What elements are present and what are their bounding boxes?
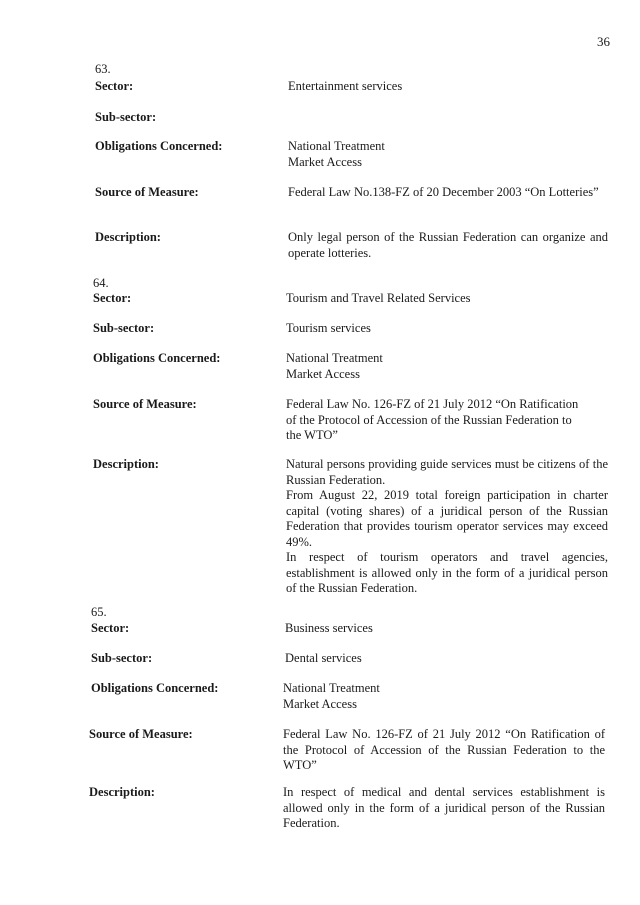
description-label: Description: xyxy=(93,457,159,471)
description-paragraph: From August 22, 2019 total foreign participation in charter capital (voting shares) of a juridical person of the Russian Federation that provides tourism operator services may exceed 49%. xyxy=(286,488,608,549)
sector-label: Sector: xyxy=(95,79,134,93)
sector-value: Entertainment services xyxy=(288,79,403,93)
description-value: Only legal person of the Russian Federation can organize and operate lotteries. xyxy=(288,230,608,260)
sector-value: Tourism and Travel Related Services xyxy=(286,291,471,305)
subsector-value: Tourism services xyxy=(286,321,371,335)
source-value: Federal Law No. 126-FZ of 21 July 2012 “On Ratification of the Protocol of Accession of the Russian Federation to the WTO” xyxy=(283,727,605,772)
obligation-item: Market Access xyxy=(288,154,362,169)
source-label: Source of Measure: xyxy=(95,185,199,199)
description-label: Description: xyxy=(89,785,155,799)
source-value: Federal Law No.138-FZ of 20 December 2003 “On Lotteries” xyxy=(288,185,599,199)
entry-number: 65. xyxy=(91,605,107,619)
obligation-item: National Treatment xyxy=(288,139,385,153)
sector-label: Sector: xyxy=(93,291,132,305)
description-value: In respect of medical and dental services establishment is allowed only in the form of a juridical person of the Russian Federation. xyxy=(283,785,605,830)
description-paragraph: In respect of tourism operators and travel agencies, establishment is allowed only in the form of a juridical person of the Russian Federation. xyxy=(286,550,608,595)
sector-label: Sector: xyxy=(91,621,130,635)
sector-value: Business services xyxy=(285,621,373,635)
obligation-item: National Treatment xyxy=(283,681,380,695)
page-number: 36 xyxy=(597,34,610,49)
obligations-label: Obligations Concerned: xyxy=(93,351,221,365)
obligation-item: Market Access xyxy=(286,366,360,381)
source-line: of the Protocol of Accession of the Russian Federation to xyxy=(286,412,572,427)
subsector-value: Dental services xyxy=(285,651,362,665)
obligations-label: Obligations Concerned: xyxy=(95,139,223,153)
obligations-label: Obligations Concerned: xyxy=(91,681,219,695)
subsector-label: Sub-sector: xyxy=(91,651,153,665)
entry-number: 63. xyxy=(95,62,111,76)
obligation-item: National Treatment xyxy=(286,351,383,365)
description-value xyxy=(286,457,608,597)
obligations-value xyxy=(286,351,608,382)
source-line: Federal Law No. 126-FZ of 21 July 2012 “On Ratification xyxy=(286,397,579,411)
description-paragraph: Natural persons providing guide services must be citizens of the Russian Federation. xyxy=(286,457,608,487)
source-label: Source of Measure: xyxy=(93,397,197,411)
subsector-label: Sub-sector: xyxy=(95,110,157,124)
source-label: Source of Measure: xyxy=(89,727,193,741)
obligations-value xyxy=(283,681,605,712)
description-label: Description: xyxy=(95,230,161,244)
source-line: the WTO” xyxy=(286,428,338,442)
subsector-label: Sub-sector: xyxy=(93,321,155,335)
source-value xyxy=(286,397,608,444)
entry-number: 64. xyxy=(93,276,109,290)
obligation-item: Market Access xyxy=(283,696,357,711)
obligations-value xyxy=(288,139,608,170)
